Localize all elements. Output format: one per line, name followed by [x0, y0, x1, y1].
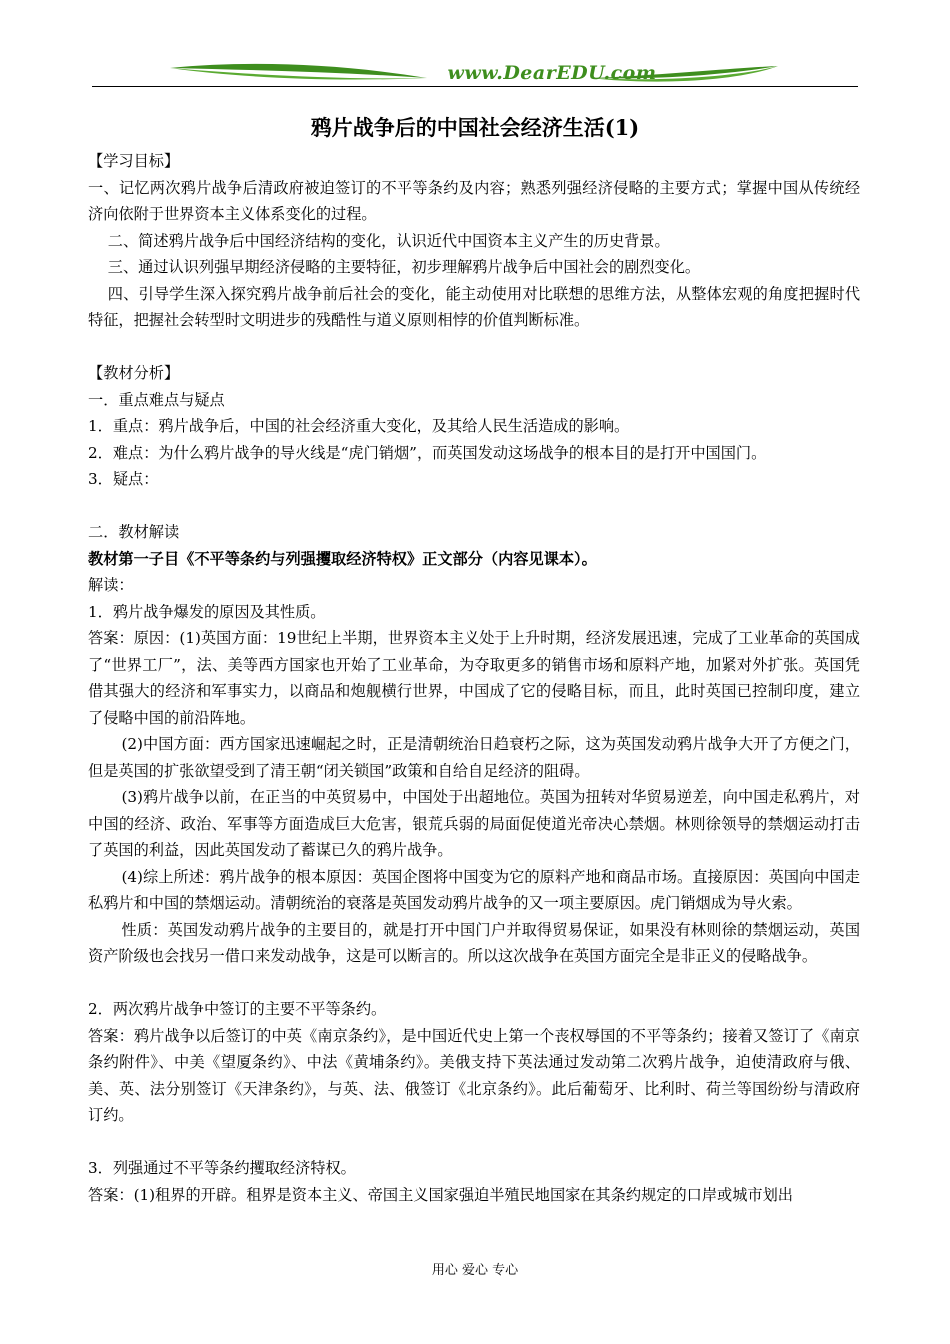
key-point: 1．重点：鸦片战争后，中国的社会经济重大变化，及其给人民生活造成的影响。 — [88, 417, 630, 435]
jiedu-label: 解读： — [88, 576, 134, 594]
goal-2: 二、简述鸦片战争后中国经济结构的变化，认识近代中国资本主义产生的历史背景。 — [107, 231, 670, 250]
site-logo-text: www.DearEDU.com — [447, 62, 657, 84]
answer-1-paragraph-1: 答案：原因：(1)英国方面：19世纪上半期，世界资本主义处于上升时期，经济发展迅速，完成了工业革命的英国成了“世界工厂”，法、美等西方国家也开始了工业革命，为夺取更多的销售市场和原料产地，加紧对外扩张。英国凭借其强大的经济和军事实力，以商品和炮舰横行世界，中国成了它的侵略目标，而且，此时英国已控制印度，建立了侵略中国的前沿阵地。 — [88, 629, 860, 727]
analysis-heading: 【教材分析】 — [88, 364, 180, 382]
question-3: 3．列强通过不平等条约攫取经济特权。 — [88, 1159, 356, 1177]
spacer — [88, 334, 860, 361]
difficulty: 2．难点：为什么鸦片战争的导火线是“虎门销烟”，而英国发动这场战争的根本目的是打开中国国门。 — [88, 443, 767, 462]
answer-1-paragraph-5: 性质：英国发动鸦片战争的主要目的，就是打开中国门户并取得贸易保证，如果没有林则徐的禁烟运动，英国资产阶级也会找另一借口来发动战争，这是可以断言的。所以这次战争在英国方面完全是非正义的侵略战争。 — [88, 920, 860, 965]
answer-1-paragraph-3: (3)鸦片战争以前，在正当的中英贸易中，中国处于出超地位。英国为扭转对华贸易逆差，向中国走私鸦片，对中国的经济、政治、军事等方面造成巨大危害，银荒兵弱的局面促使道光帝决心禁烟。林则徐领导的禁烟运动打击了英国的利益，因此英国发动了蓄谋已久的鸦片战争。 — [88, 788, 860, 859]
goal-4: 四、引导学生深入探究鸦片战争前后社会的变化，能主动使用对比联想的思维方法，从整体宏观的角度把握时代特征，把握社会转型时文明进步的残酷性与道义原则相悖的价值判断标准。 — [88, 284, 860, 329]
spacer — [88, 1129, 860, 1156]
goal-3: 三、通过认识列强早期经济侵略的主要特征，初步理解鸦片战争后中国社会的剧烈变化。 — [107, 258, 701, 276]
section-2-heading: 二．教材解读 — [88, 523, 180, 541]
page-footer: 用心 爱心 专心 — [431, 1263, 519, 1278]
section-1-heading: 一．重点难点与疑点 — [88, 390, 225, 409]
goal-1: 一、记忆两次鸦片战争后清政府被迫签订的不平等条约及内容；熟悉列强经济侵略的主要方式；掌握中国从传统经济向依附于世界资本主义体系变化的过程。 — [88, 178, 860, 223]
answer-2: 答案：鸦片战争以后签订的中英《南京条约》，是中国近代史上第一个丧权辱国的不平等条约；接着又签订了《南京条约附件》、中美《望厦条约》、中法《黄埔条约》。美俄支持下英法通过发动第二次鸦片战争，迫使清政府与俄、美、英、法分别签订《天津条约》，与英、法、俄签订《北京条约》。此后葡萄牙、比利时、荷兰等国纷纷与清政府订约。 — [88, 1026, 860, 1124]
doubt: 3．疑点： — [88, 470, 159, 488]
document-body — [88, 148, 860, 1208]
answer-1-paragraph-4: (4)综上所述：鸦片战争的根本原因：英国企图将中国变为它的原料产地和商品市场。直接原因：英国向中国走私鸦片和中国的禁烟运动。清朝统治的衰落是英国发动鸦片战争的又一项主要原因。虎门销烟成为导火索。 — [88, 867, 860, 912]
spacer — [88, 493, 860, 520]
subsection-title: 教材第一子目《不平等条约与列强攫取经济特权》正文部分（内容见课本）。 — [88, 549, 597, 568]
goals-heading: 【学习目标】 — [88, 152, 180, 170]
header-rule — [92, 86, 858, 87]
document-title: 鸦片战争后的中国社会经济生活(1) — [310, 115, 640, 140]
question-1: 1．鸦片战争爆发的原因及其性质。 — [88, 602, 326, 621]
spacer — [88, 970, 860, 997]
answer-3: 答案：(1)租界的开辟。租界是资本主义、帝国主义国家强迫半殖民地国家在其条约规定的口岸或城市划出 — [88, 1185, 793, 1204]
answer-1-paragraph-2: (2)中国方面：西方国家迅速崛起之时，正是清朝统治日趋衰朽之际，这为英国发动鸦片战争大开了方便之门，但是英国的扩张欲望受到了清王朝“闭关锁国”政策和自给自足经济的阻碍。 — [88, 735, 860, 780]
question-2: 2．两次鸦片战争中签订的主要不平等条约。 — [88, 1000, 387, 1018]
